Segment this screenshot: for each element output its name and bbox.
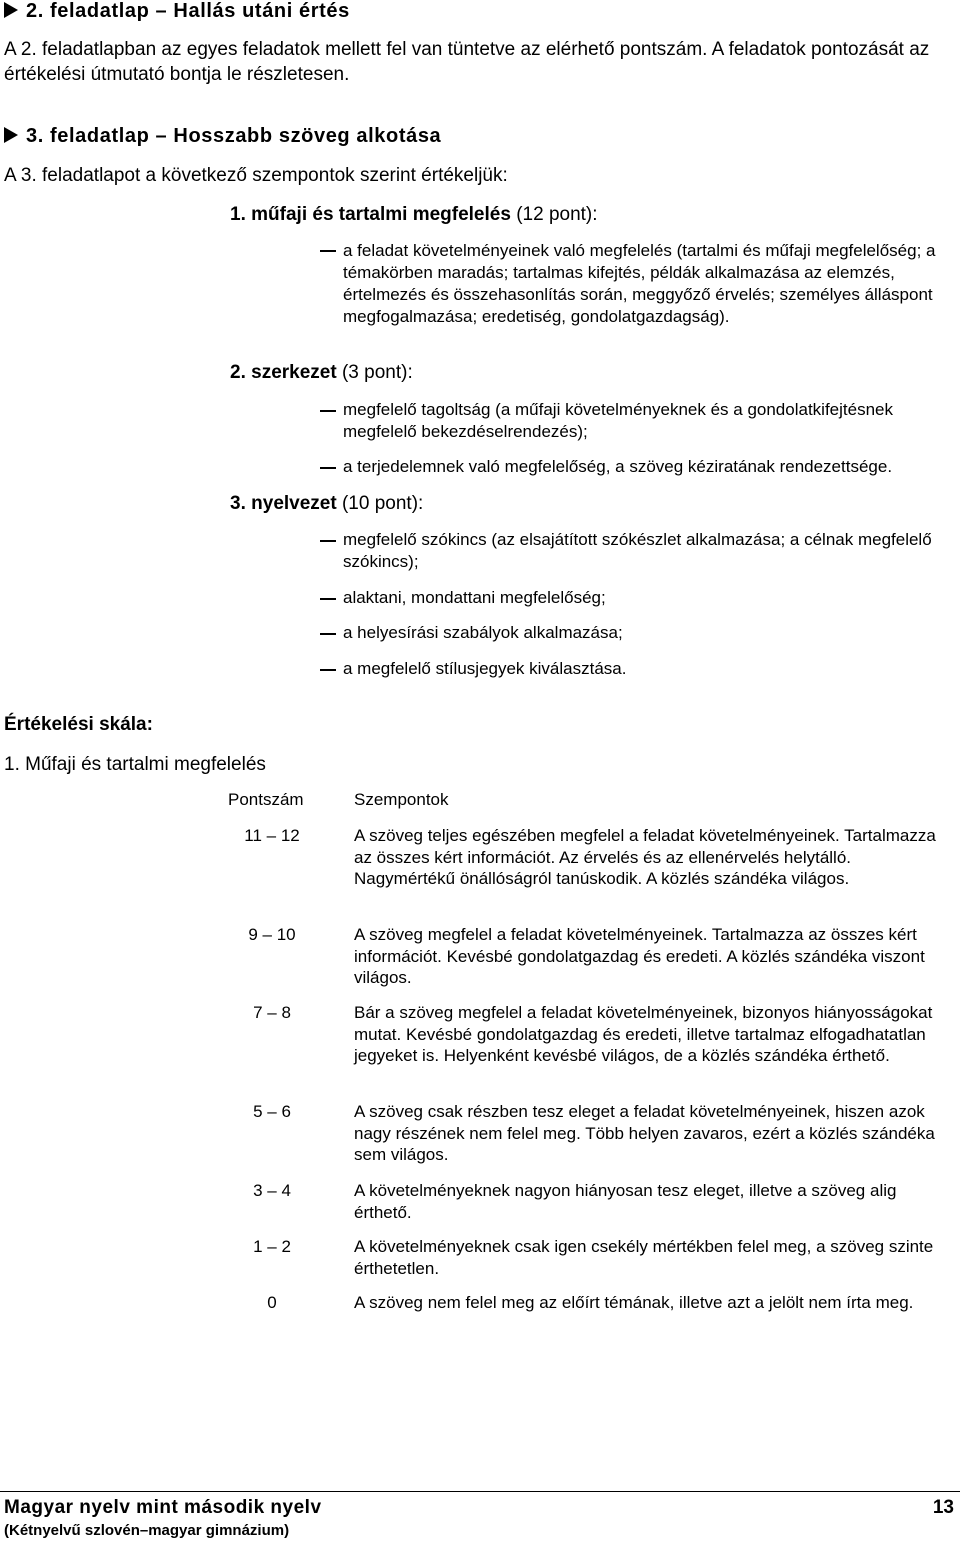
criterion-item: alaktani, mondattani megfelelőség;	[343, 588, 606, 607]
criterion-number: 3.	[230, 493, 246, 514]
criterion-name: szerkezet	[251, 362, 337, 383]
criterion-item: a feladat követelményeinek való megfelelés (tartalmi és műfaji megfelelőség; a témakörben maradás; tartalmas kifejtés, példák alkalmazása az elemzés, értelmezés és összehasonlítás során, meggyőző érvelés; személyes álláspont megfogalmazása; eredetiség, gondolatgazdagság).	[343, 241, 936, 326]
scale-heading: Értékelési skála:	[4, 714, 153, 735]
footer-divider	[0, 1491, 960, 1492]
row-description: Bár a szöveg megfelel a feladat követelményeinek, bizonyos hiányosságokat mutat. Kevésbé gondolatgazdag és eredeti, illetve tartalmaz elfogadhatatlan jegyeket is. Helyenként kevésbé világos, de a közlés szándéka érthető.	[354, 1003, 933, 1065]
row-description: A szöveg teljes egészében megfelel a feladat követelményeinek. Tartalmazza az összes kért információt. Az érvelés és az ellenérvelés helytálló. Nagymértékű önállóságról tanúskodik. A közlés szándéka világos.	[354, 826, 936, 888]
criterion-points: (10 pont):	[341, 493, 424, 514]
criterion-item: a helyesírási szabályok alkalmazása;	[343, 623, 623, 642]
criterion-number: 1.	[230, 204, 246, 225]
criterion-points: (3 pont):	[341, 362, 413, 383]
section3-heading	[4, 125, 441, 148]
row-score: 11 – 12	[244, 826, 300, 845]
criterion-name: műfaji és tartalmi megfelelés	[251, 204, 511, 225]
row-description: A szöveg nem felel meg az előírt témának, illetve azt a jelölt nem írta meg.	[354, 1293, 914, 1312]
footer-subtitle: (Kétnyelvű szlovén–magyar gimnázium)	[4, 1522, 290, 1539]
row-description: A szöveg csak részben tesz eleget a feladat követelményeinek, hiszen azok nagy részének nem felel meg. Több helyen zavaros, ezért a közlés szándéka sem világos.	[354, 1102, 935, 1164]
row-score: 3 – 4	[253, 1181, 291, 1200]
row-score: 1 – 2	[253, 1237, 291, 1256]
dash-bullet-icon	[320, 633, 336, 635]
section2-heading-text: 2. feladatlap – Hallás utáni értés	[26, 0, 350, 22]
dash-bullet-icon	[320, 540, 336, 542]
footer-title: Magyar nyelv mint második nyelv	[4, 1497, 322, 1518]
row-score: 0	[267, 1293, 277, 1312]
row-score: 5 – 6	[253, 1102, 291, 1121]
triangle-bullet-icon	[4, 2, 18, 18]
row-description: A követelményeknek nagyon hiányosan tesz eleget, illetve a szöveg alig érthető.	[354, 1181, 897, 1222]
criterion-item: a megfelelő stílusjegyek kiválasztása.	[343, 659, 627, 678]
triangle-bullet-icon	[4, 127, 18, 143]
criterion-item: megfelelő tagoltság (a műfaji követelményeknek és a gondolatkifejtésnek megfelelő bekezdéselrendezés);	[343, 400, 893, 441]
criterion-points: (12 pont):	[516, 204, 598, 225]
column-header-score: Pontszám	[228, 790, 304, 809]
row-score: 9 – 10	[248, 925, 296, 944]
criterion-name: nyelvezet	[251, 493, 337, 514]
row-score: 7 – 8	[253, 1003, 291, 1022]
row-description: A szöveg megfelel a feladat követelményeinek. Tartalmazza az összes kért információt. Kevésbé gondolatgazdag és eredeti. A közlés szándéka viszont világos.	[354, 925, 925, 987]
criterion-3-heading	[230, 493, 423, 515]
criterion-item: a terjedelemnek való megfelelőség, a szöveg kéziratának rendezettsége.	[343, 457, 893, 476]
section2-text: A 2. feladatlapban az egyes feladatok mellett fel van tüntetve az elérhető pontszám. A feladatok pontozását az értékelési útmutató bontja le részletesen.	[4, 39, 930, 85]
dash-bullet-icon	[320, 410, 336, 412]
criterion-1-heading	[230, 204, 598, 226]
row-description: A követelményeknek csak igen csekély mértékben felel meg, a szöveg szinte érthetetlen.	[354, 1237, 934, 1278]
column-header-criteria: Szempontok	[354, 790, 449, 809]
dash-bullet-icon	[320, 669, 336, 671]
dash-bullet-icon	[320, 467, 336, 469]
section3-intro: A 3. feladatlapot a következő szempontok szerint értékeljük:	[4, 165, 508, 186]
page-number: 13	[932, 1497, 954, 1518]
dash-bullet-icon	[320, 598, 336, 600]
section3-heading-text: 3. feladatlap – Hosszabb szöveg alkotása	[26, 125, 442, 147]
scale-subheading: 1. Műfaji és tartalmi megfelelés	[4, 754, 266, 775]
criterion-2-heading	[230, 362, 413, 384]
criterion-number: 2.	[230, 362, 246, 383]
dash-bullet-icon	[320, 250, 336, 252]
criterion-item: megfelelő szókincs (az elsajátított szókészlet alkalmazása; a célnak megfelelő szókincs);	[343, 530, 932, 571]
section2-heading	[4, 0, 350, 23]
